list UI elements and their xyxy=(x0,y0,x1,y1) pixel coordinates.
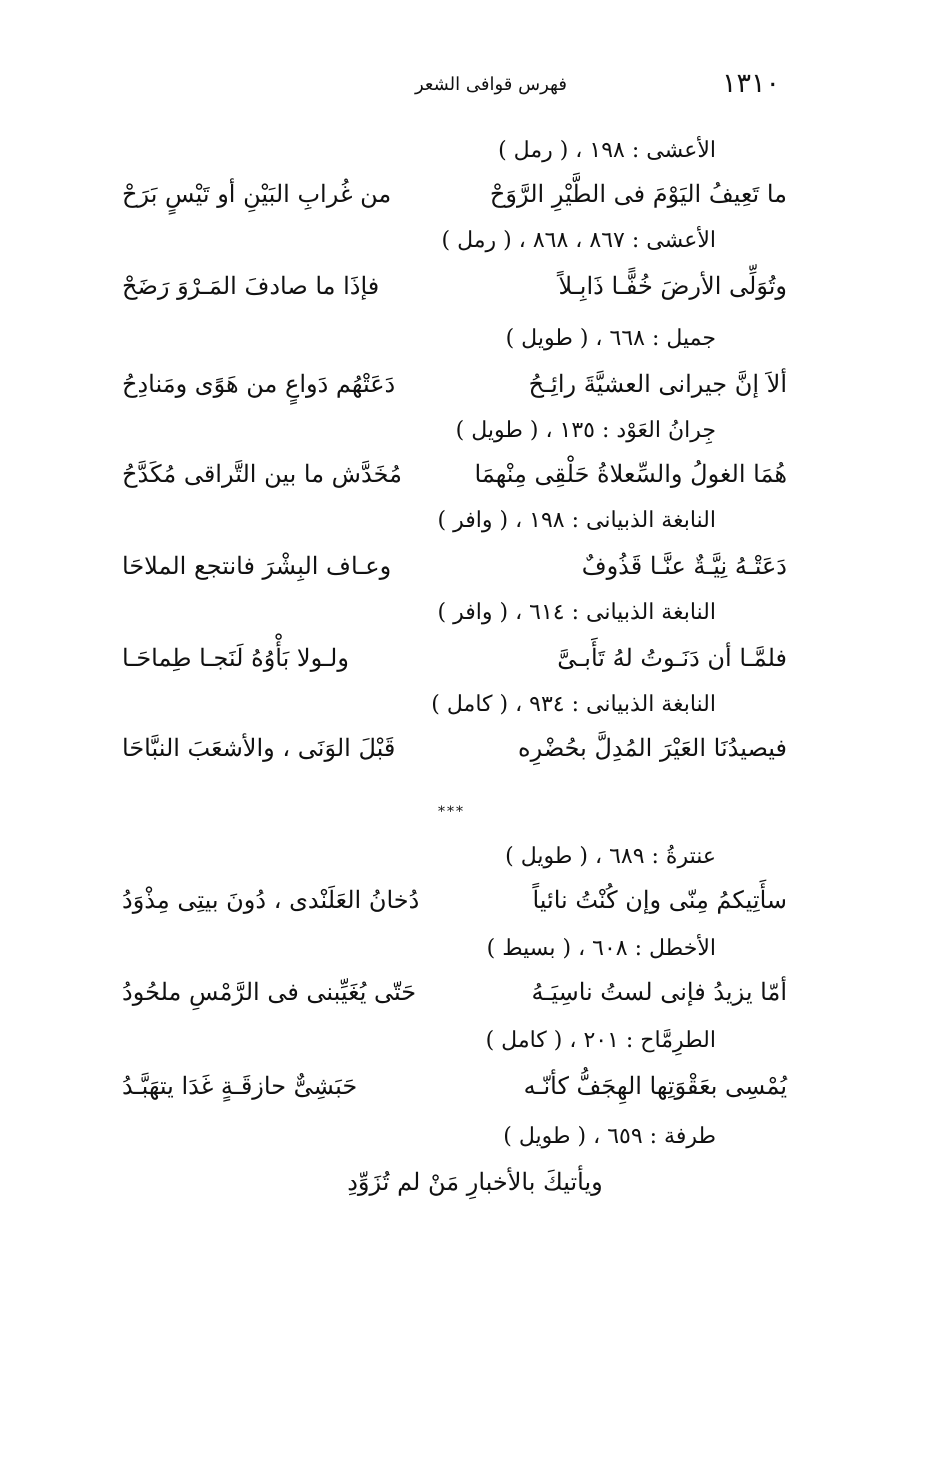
poet-attribution: الطرِمَّاح : ٢٠١ ، ( كامل ) xyxy=(485,1028,716,1053)
poet-attribution: الأعشى : ١٩٨ ، ( رمل ) xyxy=(498,138,716,163)
page-title: فهرس قوافى الشعر xyxy=(415,74,567,95)
verse-line xyxy=(122,644,787,684)
verse-line xyxy=(122,180,787,220)
verse-line xyxy=(122,460,787,500)
verse-first-hemistich: وتُوَلِّى الأرضَ خُفًّـا ذَابِـلاً xyxy=(558,272,787,300)
verse-first-hemistich: ما تَعِيفُ اليَوْمَ فى الطَّيْرِ الرَّوَحْ xyxy=(489,180,787,208)
verse-second-hemistich: وعـاف البِشْرَ فانتجع الملاحَا xyxy=(122,552,392,580)
page-number: ١٣١٠ xyxy=(721,68,780,99)
verse-line xyxy=(122,1072,787,1112)
poet-attribution: النابغة الذبيانى : ١٩٨ ، ( وافر ) xyxy=(437,508,716,533)
verse-first-hemistich: فلمَّـا أن دَنَـوتُ لهُ تَأَبـىَّ xyxy=(557,644,787,672)
verse-second-hemistich: دَعَتْهُم دَواعٍ من هَوًى ومَنادِحُ xyxy=(122,370,396,398)
section-separator: *** xyxy=(438,804,465,820)
poet-attribution: عنترةُ : ٦٨٩ ، ( طويل ) xyxy=(505,844,716,869)
verse-first-hemistich: هُمَا الغولُ والسِّعلاةُ حَلْقِى مِنْهمَا xyxy=(474,460,787,488)
poet-attribution: الأخطل : ٦٠٨ ، ( بسيط ) xyxy=(486,936,716,961)
verse-second-hemistich: ولـولا بَأْوُهُ لَنَجـا طِماحَـا xyxy=(122,644,349,672)
single-hemistich: ويأتيكَ بالأخبارِ مَنْ لم تُزَوِّدِ xyxy=(347,1168,603,1196)
poet-attribution: الأعشى : ٨٦٧ ، ٨٦٨ ، ( رمل ) xyxy=(441,228,716,253)
poet-attribution: جميل : ٦٦٨ ، ( طويل ) xyxy=(505,326,716,351)
verse-line xyxy=(122,272,787,312)
verse-line xyxy=(122,886,787,926)
verse-first-hemistich: أمّا يزيدُ فإنى لستُ ناسِيَـهُ xyxy=(531,978,787,1006)
verse-second-hemistich: قَبْلَ الوَنَى ، والأشعَبَ النبَّاحَا xyxy=(122,734,396,762)
verse-second-hemistich: من غُرابِ البَيْنِ أو تَيْسٍ بَرَحْ xyxy=(122,180,392,208)
verse-line xyxy=(122,370,787,410)
verse-first-hemistich: يُمْسِى بعَقْوَتِها الهِجَفُّ كأنّـه xyxy=(523,1072,787,1100)
verse-line xyxy=(122,552,787,592)
poet-attribution: جِرانُ العَوْد : ١٣٥ ، ( طويل ) xyxy=(455,418,716,443)
poet-attribution: النابغة الذبيانى : ٩٣٤ ، ( كامل ) xyxy=(431,692,716,717)
verse-first-hemistich: سأَتِيكمُ مِنّى وإن كُنْتُ نائياً xyxy=(532,886,787,914)
verse-first-hemistich: ألاَ إنَّ جيرانى العشيَّةَ رائِـحُ xyxy=(528,370,787,398)
verse-second-hemistich: دُخانُ العَلَنْدى ، دُونَ بيتِى مِذْوَدُ xyxy=(122,886,420,914)
poet-attribution: النابغة الذبيانى : ٦١٤ ، ( وافر ) xyxy=(437,600,716,625)
verse-second-hemistich: حَتّى يُغَيِّبنى فى الرَّمْسِ ملحُودُ xyxy=(122,978,417,1006)
poet-attribution: طرفة : ٦٥٩ ، ( طويل ) xyxy=(503,1124,716,1149)
verse-second-hemistich: فإذَا ما صادفَ المَـرْوَ رَضَحْ xyxy=(122,272,380,300)
verse-line xyxy=(122,734,787,774)
verse-first-hemistich: دَعَتْـهُ نِيَّـةٌ عنَّـا قَذُوفٌ xyxy=(581,552,787,580)
verse-second-hemistich: حَبَشِىٌّ حازقَـةٍ غَدَا يتهَبَّـدُ xyxy=(122,1072,358,1100)
verse-first-hemistich: فيصيدُنَا العَيْرَ المُدِلَّ بحُضْرِه xyxy=(518,734,787,762)
page-header xyxy=(0,68,948,108)
verse-line xyxy=(122,978,787,1018)
verse-second-hemistich: مُخَدَّش ما بين التَّراقى مُكَدَّحُ xyxy=(122,460,402,488)
